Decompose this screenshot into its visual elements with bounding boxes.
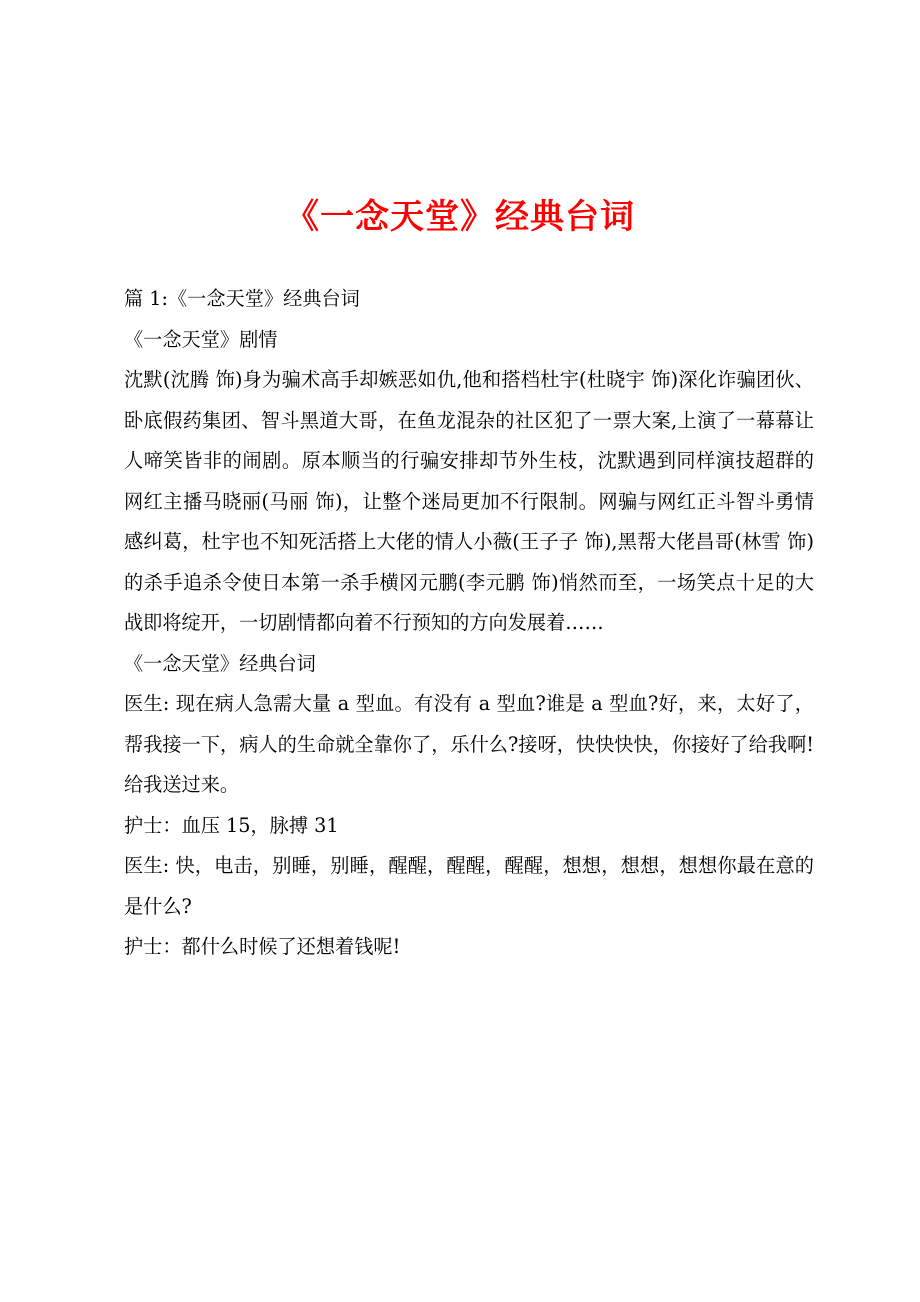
plot-paragraph: 沈默(沈腾 饰)身为骗术高手却嫉恶如仇,他和搭档杜宇(杜晓宇 饰)深化诈骗团伙、卧底假药集团、智斗黑道大哥，在鱼龙混杂的社区犯了一票大案,上演了一幕幕让人啼笑皆非的闹剧。原本顺当的行骗安排却节外生枝，沈默遇到同样演技超群的网红主播马晓丽(马丽 饰)，让整个迷局更加不行限制。网骗与网红正斗智斗勇情感纠葛，杜宇也不知死活搭上大佬的情人小薇(王子子 饰),黑帮大佬昌哥(林雪 饰)的杀手追杀令使日本第一杀手横冈元鹏(李元鹏 饰)悄然而至，一场笑点十足的大战即将绽开，一切剧情都向着不行预知的方向发展着…… — [124, 368, 814, 634]
subsection-heading-plot: 《一念天堂》剧情 — [124, 327, 278, 351]
section-heading: 篇 1:《一念天堂》经典台词 — [124, 287, 360, 310]
dialogue-line: 医生: 快，电击，别睡，别睡，醒醒，醒醒，醒醒，想想，想想，想想你最在意的是什么? — [124, 854, 814, 918]
subsection-heading-lines: 《一念天堂》经典台词 — [124, 651, 316, 675]
document-title: 《一念天堂》经典台词 — [285, 197, 635, 237]
dialogue-line: 医生: 现在病人急需大量 a 型血。有没有 a 型血?谁是 a 型血?好，来，太好了，帮我接一下，病人的生命就全靠你了，乐什么?接呀，快快快快，你接好了给我啊!给我送过来。 — [124, 692, 814, 796]
document-body — [124, 279, 814, 968]
dialogue-line: 护士：血压 15，脉搏 31 — [124, 813, 339, 837]
dialogue-line: 护士：都什么时候了还想着钱呢! — [124, 935, 401, 958]
